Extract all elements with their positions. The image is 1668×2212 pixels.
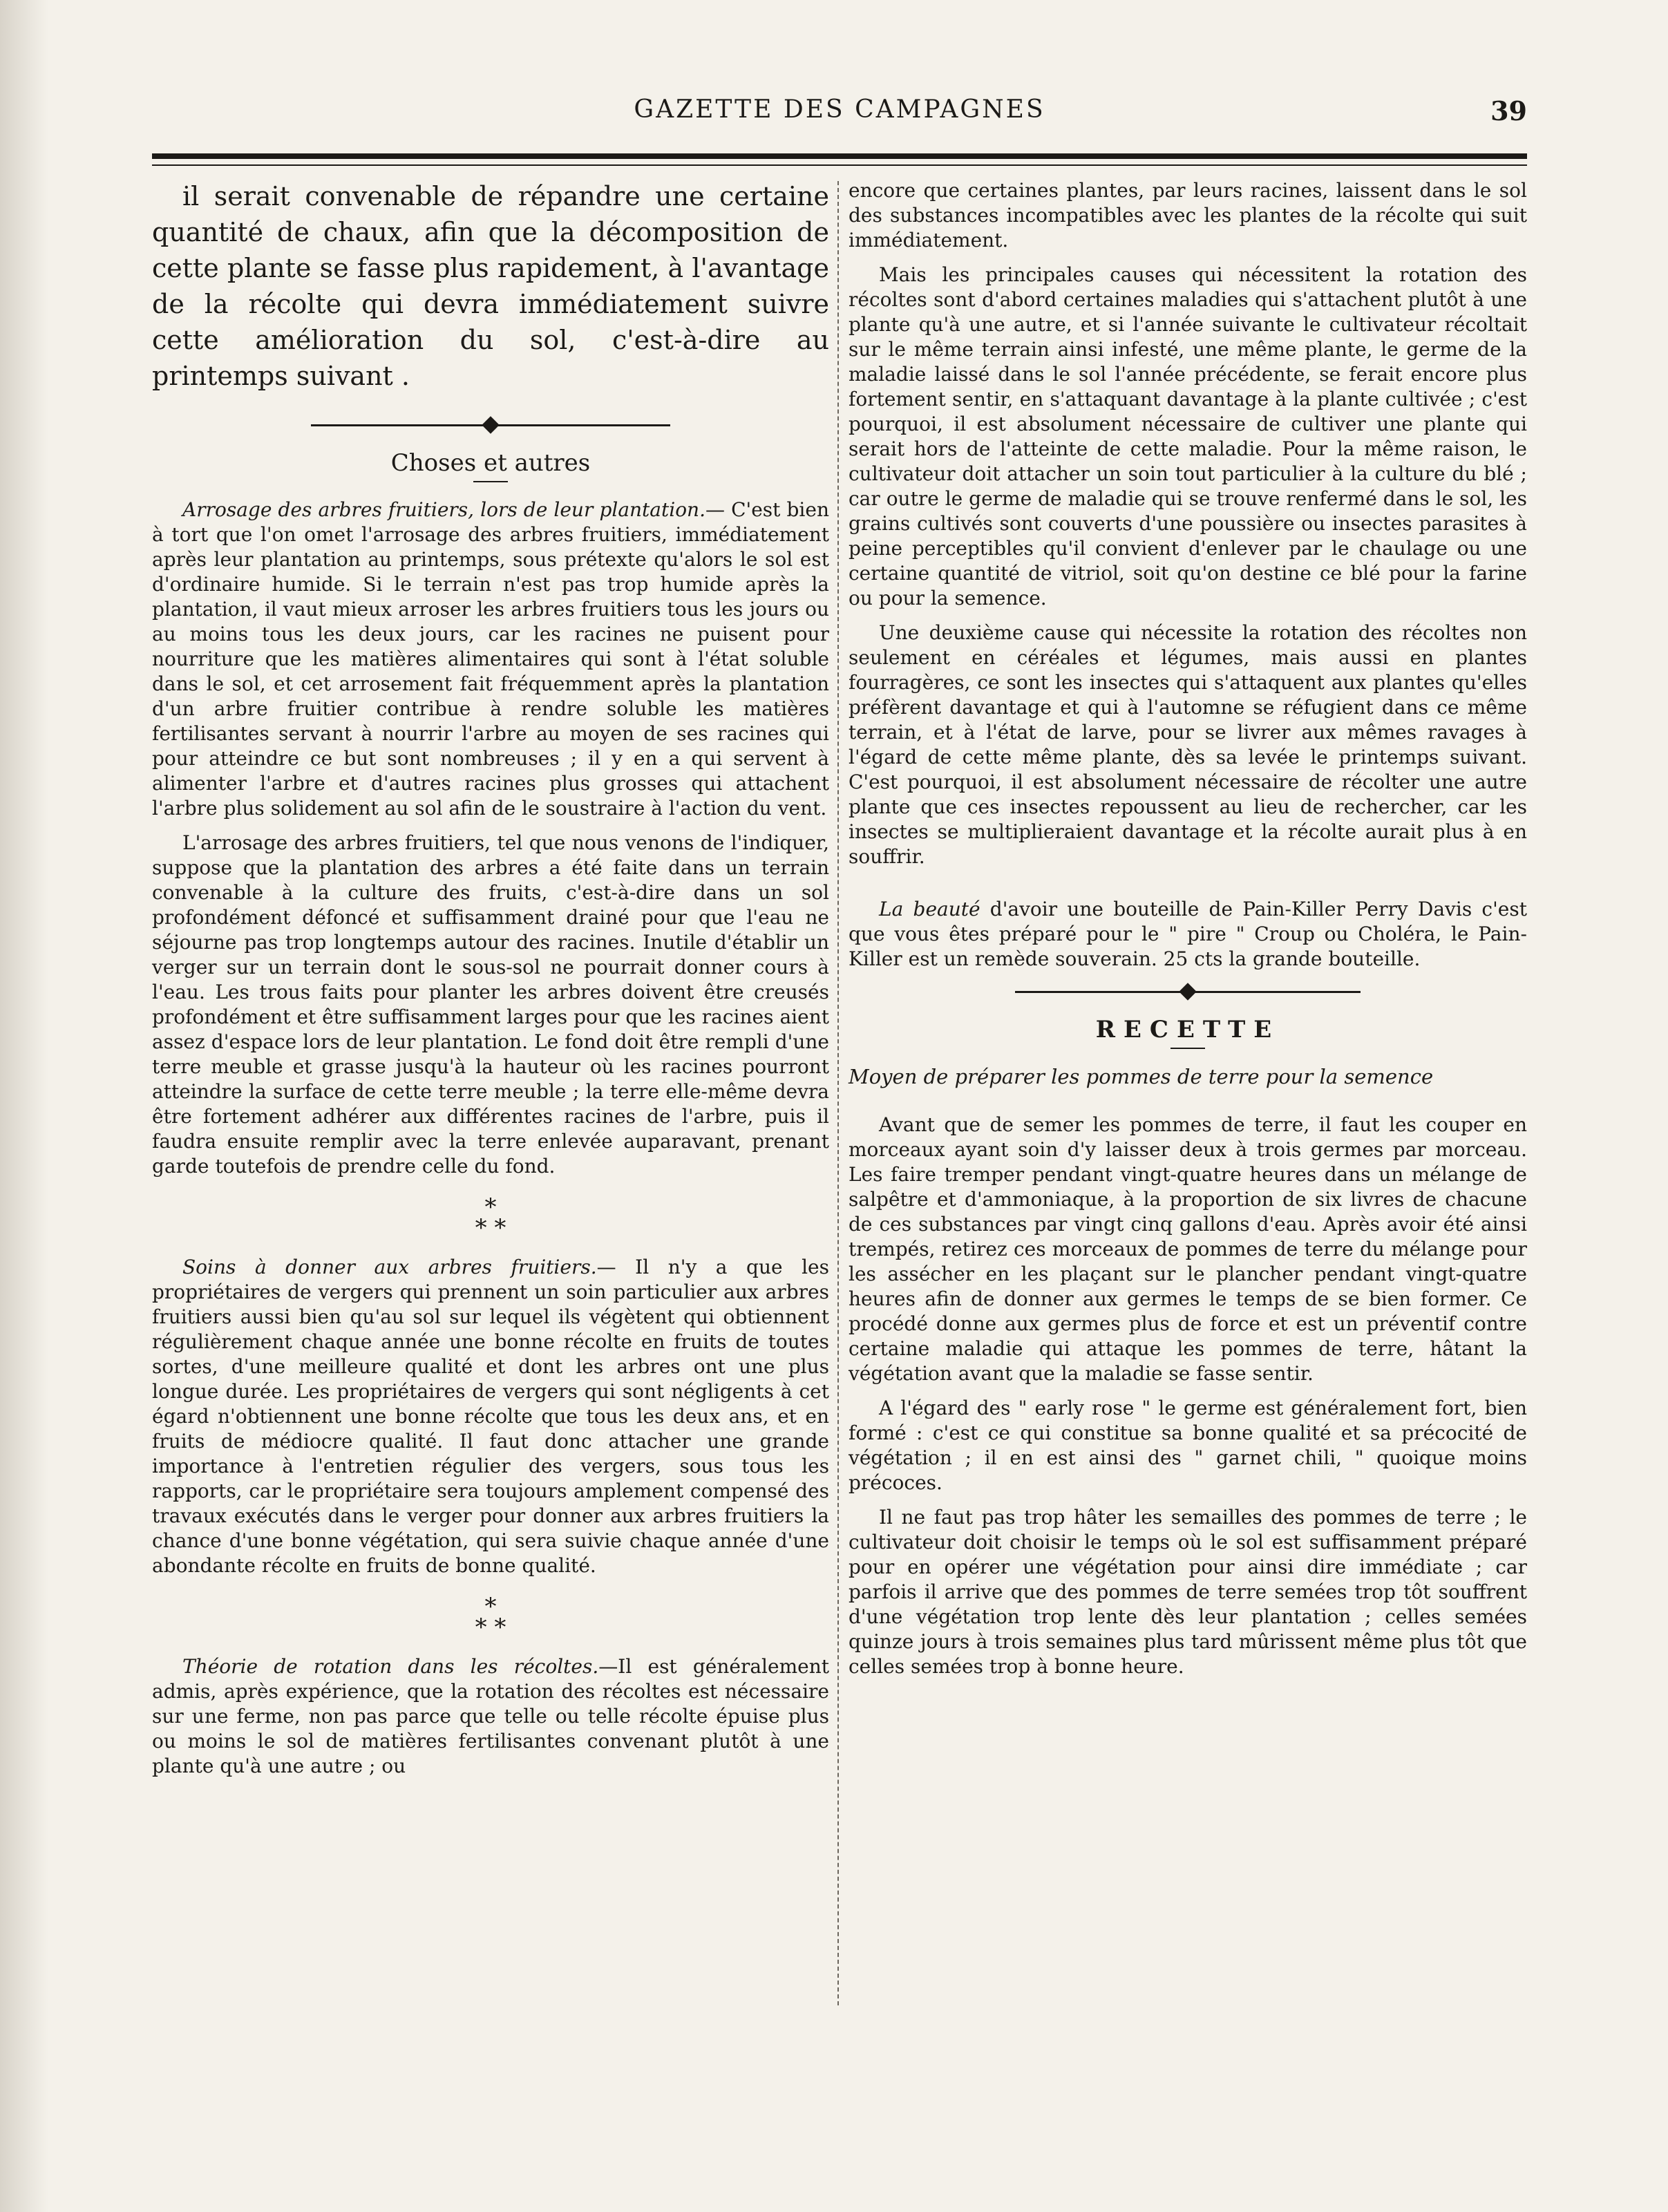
recette-title: RECETTE bbox=[1095, 1016, 1280, 1043]
article-paragraph: Une deuxième cause qui nécessite la rotation des récoltes non seulement en céréales et légumes, mais aussi en plantes fourragères, ce sont les insectes qui s'attaquent aux plantes qu'elles préfèrent davantage et qui à l'automne se réfugient dans ce même terrain, et à l'état de larve, pour se livrer aux mêmes ravages à l'égard de cette même plante, dès sa levée le printemps suivant. C'est pourquoi, il est absolument nécessaire de récolter une autre plante que ces insectes repoussent au lieu de rechercher, car les insectes se multiplieraient davantage et la récolte aurait plus à en souffrir. bbox=[849, 621, 1527, 868]
article-soins bbox=[152, 1255, 829, 1578]
recipe-paragraph: A l'égard des " early rose " le germe est généralement fort, bien formé : c'est ce qui constitue sa bonne qualité et sa précocité de végétation ; il en est ainsi des " garnet chili, " quoique moins précoces. bbox=[849, 1397, 1527, 1494]
article-heading: Arrosage des arbres fruitiers, lors de leur plantation. bbox=[182, 498, 705, 521]
asterism: * * * bbox=[475, 1193, 506, 1242]
title-underline bbox=[1171, 1048, 1205, 1049]
header-rule-thick bbox=[152, 153, 1527, 159]
scan-edge-shadow bbox=[0, 0, 48, 2212]
recette-subtitle: Moyen de préparer les pommes de terre pour la semence bbox=[849, 1065, 1434, 1088]
page-number: 39 bbox=[1490, 95, 1527, 126]
left-column bbox=[152, 178, 829, 1788]
section-ornament bbox=[1015, 981, 1361, 1002]
section-ornament bbox=[311, 415, 670, 435]
lead-paragraph: il serait convenable de répandre une certaine quantité de chaux, afin que la décomposition de cette plante se fasse plus rapidement, à l'avantage de la récolte qui devra immédiatement suivre cette amélioration du sol, c'est-à-dire au printemps suivant . bbox=[152, 181, 829, 391]
header-rule-thin bbox=[152, 164, 1527, 166]
advertisement-lead: La beauté bbox=[879, 898, 980, 920]
asterism: * * * bbox=[475, 1593, 506, 1641]
article-body: — Il n'y a que les propriétaires de vergers qui prennent un soin particulier aux arbres fruitiers aussi bien qu'au sol sur lequel ils végètent qui obtiennent régulièrement chaque année une bonne récolte en fruits de toutes sortes, d'une meilleure qualité et dont les arbres ont une plus longue durée. Les propriétaires de vergers qui sont négligents à cet égard n'obtiennent une bonne récolte que tous les deux ans, et en fruits de médiocre qualité. Il faut donc attacher une grande importance à l'entretien régulier des vergers, sous tous les rapports, car le propriétaire sera toujours amplement compensé des travaux exécutés dans le verger pour donner aux arbres fruitiers la chance d'une bonne végétation, qui sera suivie chaque année d'une abondante récolte en fruits de bonne qualité. bbox=[152, 1256, 829, 1577]
right-column bbox=[849, 178, 1527, 1689]
title-underline bbox=[473, 481, 508, 482]
article-body: — C'est bien à tort que l'on omet l'arrosage des arbres fruitiers, immédiatement après leur plantation au printemps, sous prétexte qu'alors le sol est d'ordinaire humide. Si le terrain n'est pas trop humide après la plantation, il vaut mieux arroser les arbres fruitiers tous les jours ou au moins tous les deux jours, car les racines ne puisent pour nourriture que les matières alimentaires qui sont à l'état soluble dans le sol, et cet arrosement fait fréquemment après la plantation d'un arbre fruitier contribue à rendre soluble les matières fertilisantes servant à nourrir l'arbre au moyen de ses racines qui pour atteindre ce but sont nombreuses ; il y en a qui servent à alimenter l'arbre et d'autres racines plus grosses qui attachent l'arbre plus solidement au sol afin de le soustraire à l'action du vent. bbox=[152, 498, 829, 820]
running-head: GAZETTE DES CAMPAGNES bbox=[634, 95, 1045, 124]
section-title: Choses et autres bbox=[390, 449, 591, 477]
article-paragraph: L'arrosage des arbres fruitiers, tel que nous venons de l'indiquer, suppose que la plantation des arbres a été faite dans un terrain convenable à la culture des fruits, c'est-à-dire dans un sol profondément défoncé et suffisamment drainé pour que l'eau ne séjourne pas trop longtemps autour des racines. Inutile d'établir un verger sur un terrain dont le sous-sol ne pourrait donner cours à l'eau. Les trous faits pour planter les arbres doivent être creusés profondément et être suffisamment larges pour que les racines aient assez d'espace lors de leur plantation. Le fond doit être rempli d'une terre meuble et grasse jusqu'à la hauteur où les racines pourront atteindre la surface de cette terre meuble ; la terre elle-même devra être fortement adhérer aux différentes racines de l'arbre, puis il faudra ensuite remplir avec la terre enlevée auparavant, prenant garde toutefois de prendre celle du fond. bbox=[152, 831, 829, 1178]
article-arrosage bbox=[152, 498, 829, 821]
recipe-paragraph: Avant que de semer les pommes de terre, il faut les couper en morceaux ayant soin d'y laisser deux à trois germes par morceau. Les faire tremper pendant vingt-quatre heures dans un mélange de salpêtre et d'ammoniaque, à la proportion de six livres de chacune de ces substances par vingt cinq gallons d'eau. Après avoir été ainsi trempés, retirez ces morceaux de pommes de terre du mélange pour les assécher en les plaçant sur le plancher pendant vingt-quatre heures afin de donner aux germes le temps de se bien former. Ce procédé donne aux germes plus de force et est un préventif contre certaine maladie qui attaque les pommes de terre, hâtant la végétation avant que la maladie se fasse sentir. bbox=[849, 1113, 1527, 1385]
article-paragraph: encore que certaines plantes, par leurs racines, laissent dans le sol des substances incompatibles avec les plantes de la récolte qui suit immédiatement. bbox=[849, 179, 1527, 252]
column-divider bbox=[837, 181, 839, 2005]
article-body: —Il est généralement admis, après expérience, que la rotation des récoltes est nécessaire sur une ferme, non pas parce que telle ou telle récolte épuise plus ou moins le sol de matières fertilisantes convenant plutôt à une plante qu'à une autre ; ou bbox=[152, 1655, 829, 1777]
page-header bbox=[152, 95, 1527, 137]
recipe-paragraph: Il ne faut pas trop hâter les semailles des pommes de terre ; le cultivateur doit choisir le temps où le sol est suffisamment préparé pour en opérer une végétation pour ainsi dire immédiate ; car parfois il arrive que des pommes de terre semées trop tôt souffrent d'une végétation trop lente dès leur plantation ; celles semées quinze jours à trois semaines plus tard mûrissent même plus tôt que celles semées trop à bonne heure. bbox=[849, 1506, 1527, 1678]
article-heading: Théorie de rotation dans les récoltes. bbox=[182, 1655, 599, 1678]
article-theorie bbox=[152, 1654, 829, 1779]
article-heading: Soins à donner aux arbres fruitiers. bbox=[182, 1256, 597, 1278]
advertisement bbox=[849, 897, 1527, 972]
advertisement-body: d'avoir une bouteille de Pain-Killer Perry Davis c'est que vous êtes préparé pour le " pire " Croup ou Choléra, le Pain-Killer est un remède souverain. 25 cts la grande bouteille. bbox=[849, 898, 1527, 970]
article-paragraph: Mais les principales causes qui nécessitent la rotation des récoltes sont d'abord certaines maladies qui s'attachent plutôt à une plante qu'à une autre, et si l'année suivante le cultivateur récoltait sur le même terrain ainsi infesté, une même plante, le germe de la maladie laissé dans le sol l'année précédente, se ferait encore plus fortement sentir, en s'attaquant davantage à la plante cultivée ; c'est pourquoi, il est absolument nécessaire de cultiver une plante qui serait hors de l'atteinte de cette maladie. Pour la même raison, le cultivateur doit attacher un soin tout particulier à la culture du blé ; car outre le germe de maladie qui se trouve renfermé dans le sol, les grains cultivés sont couverts d'une poussière ou insectes parasites à peine perceptibles qu'il convient d'enlever par le chaulage ou une certaine quantité de vitriol, soit qu'on destine ce blé pour la farine ou pour la semence. bbox=[849, 263, 1527, 609]
